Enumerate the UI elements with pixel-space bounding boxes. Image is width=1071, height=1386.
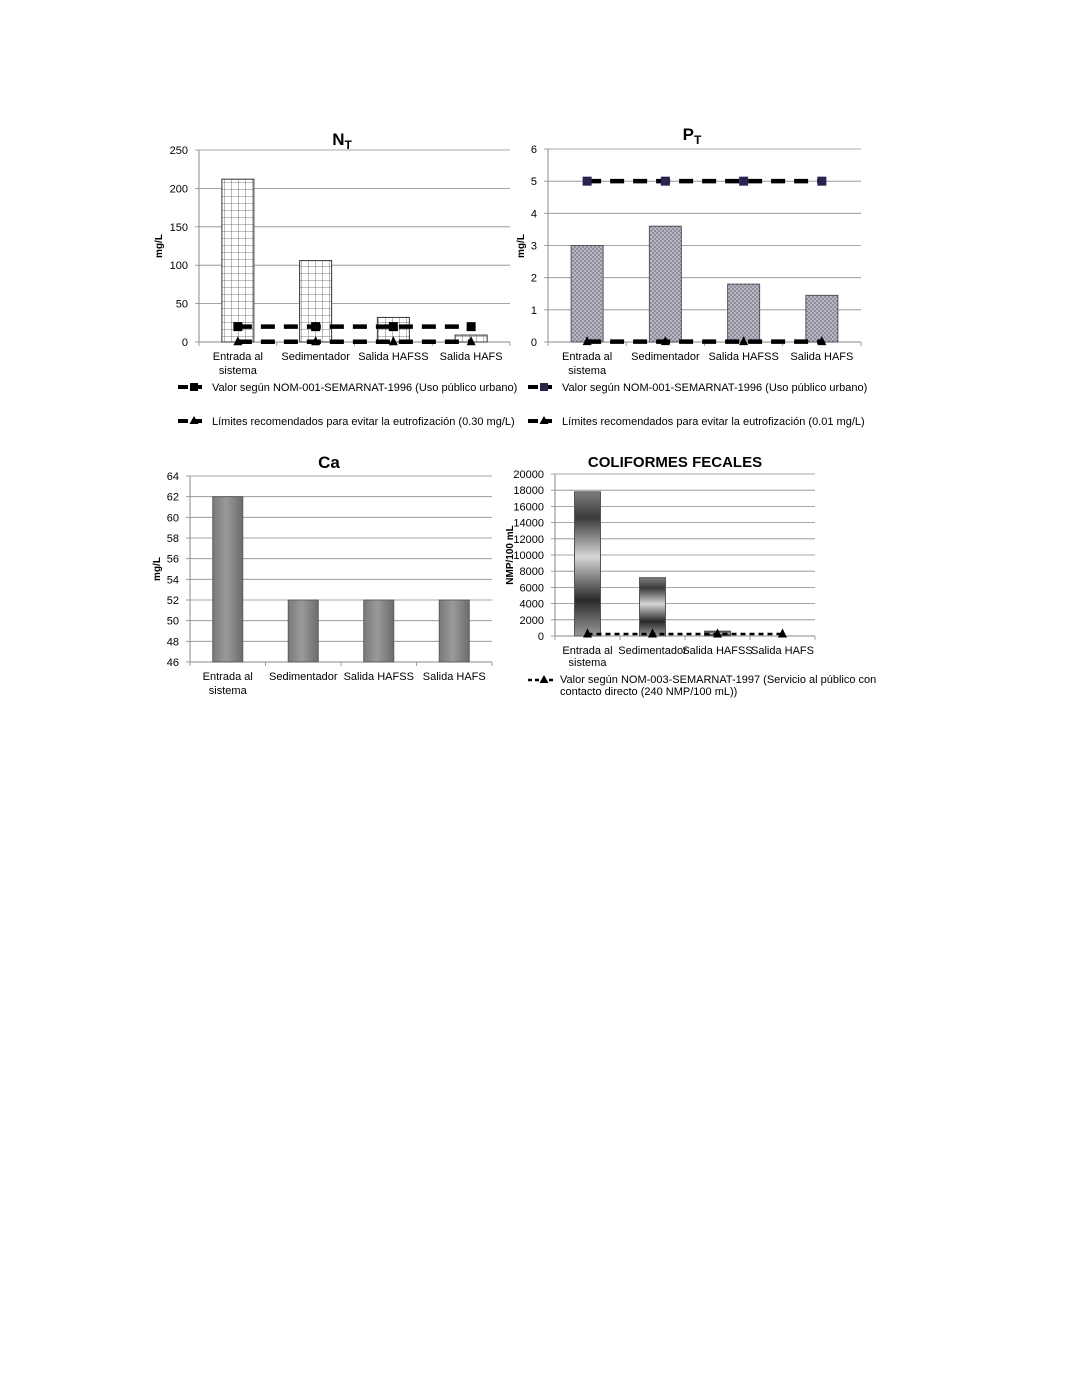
legend-square-marker <box>540 383 548 391</box>
y-axis-label: mg/L <box>152 557 163 581</box>
bar <box>649 226 681 342</box>
y-tick-label: 46 <box>166 657 179 669</box>
y-tick-label: 4000 <box>519 598 544 611</box>
y-tick-label: 16000 <box>513 501 544 514</box>
chart-title: Ca <box>318 453 340 472</box>
legend-label: Valor según NOM-003-SEMARNAT-1997 (Servicio al público con <box>560 674 877 686</box>
x-category-label: Sedimentador <box>618 645 687 657</box>
x-category-label: Salida HAFSS <box>343 671 414 683</box>
y-tick-label: 50 <box>175 298 188 311</box>
y-tick-label: 8000 <box>519 566 544 579</box>
chart-fecal-coliforms <box>505 454 876 698</box>
chart-calcium <box>152 453 492 697</box>
legend-label: Valor según NOM-001-SEMARNAT-1996 (Uso público urbano) <box>212 382 518 394</box>
x-category-label: Salida HAFS <box>439 351 503 363</box>
chart-title: $P_T$ <box>682 125 702 147</box>
y-tick-label: 6 <box>530 144 537 156</box>
y-tick-label: 56 <box>166 553 179 566</box>
legend-label: Valor según NOM-001-SEMARNAT-1996 (Uso público urbano) <box>562 382 868 394</box>
y-tick-label: 150 <box>169 221 188 234</box>
square-marker <box>583 177 592 186</box>
y-tick-label: 3 <box>530 240 537 253</box>
y-tick-label: 54 <box>166 574 179 587</box>
x-category-label: Salida HAFS <box>790 351 854 363</box>
y-tick-label: 20000 <box>513 469 544 481</box>
legend-label: Límites recomendados para evitar la eutrofización (0.30 mg/L) <box>212 416 515 428</box>
square-marker <box>311 322 320 331</box>
x-category-label: Sedimentador <box>281 351 350 363</box>
y-tick-label: 2 <box>530 272 537 285</box>
y-tick-label: 52 <box>166 595 179 607</box>
legend-triangle-marker <box>540 675 549 683</box>
y-tick-label: 58 <box>166 533 179 545</box>
y-axis-label: mg/L <box>516 234 527 258</box>
y-tick-label: 0 <box>537 631 544 643</box>
bar <box>571 246 603 343</box>
legend-label: contacto directo (240 NMP/100 mL)) <box>560 686 738 698</box>
bar <box>640 578 666 636</box>
y-tick-label: 50 <box>166 615 179 628</box>
y-tick-label: 2000 <box>519 614 544 627</box>
y-tick-label: 64 <box>166 471 179 483</box>
y-tick-label: 5 <box>530 176 537 189</box>
bar <box>439 600 469 662</box>
x-category-label: Entrada al <box>562 645 613 657</box>
x-category-label: Entrada al <box>202 671 253 683</box>
bar <box>364 600 394 662</box>
x-category-label: Entrada al <box>562 351 613 363</box>
x-category-label: Sedimentador <box>269 671 338 683</box>
bar <box>222 179 254 342</box>
legend-square-marker <box>190 383 198 391</box>
x-category-label: Sedimentador <box>631 351 700 363</box>
square-marker <box>233 322 242 331</box>
square-marker <box>389 322 398 331</box>
y-tick-label: 48 <box>166 636 179 649</box>
y-axis-label: NMP/100 mL <box>505 525 516 585</box>
y-tick-label: 18000 <box>513 485 544 498</box>
square-marker <box>661 177 670 186</box>
chart-title: $N_T$ <box>332 130 352 152</box>
x-category-label: Salida HAFS <box>422 671 486 683</box>
chart-phosphorus-total <box>516 125 867 428</box>
y-tick-label: 0 <box>181 337 188 349</box>
x-category-label: sistema <box>218 365 257 377</box>
x-category-label: sistema <box>568 365 607 377</box>
square-marker <box>467 322 476 331</box>
chart-nitrogen-total <box>154 130 517 428</box>
y-tick-label: 60 <box>166 512 179 525</box>
y-tick-label: 14000 <box>513 517 544 530</box>
legend-label: Límites recomendados para evitar la eutrofización (0.01 mg/L) <box>562 416 865 428</box>
chart-title-subscript: T <box>344 138 352 152</box>
x-category-label: sistema <box>208 685 247 697</box>
bar <box>728 284 760 342</box>
square-marker <box>739 177 748 186</box>
chart-title: COLIFORMES FECALES <box>587 454 763 471</box>
y-tick-label: 250 <box>169 145 188 157</box>
chart-title-subscript: T <box>694 133 702 147</box>
bar <box>213 497 243 662</box>
bar <box>575 492 601 636</box>
x-category-label: Salida HAFS <box>751 645 814 657</box>
y-tick-label: 4 <box>530 208 537 221</box>
bar <box>806 295 838 342</box>
x-category-label: sistema <box>568 657 607 669</box>
y-tick-label: 6000 <box>519 582 544 595</box>
y-tick-label: 200 <box>169 183 188 196</box>
y-tick-label: 62 <box>166 491 179 504</box>
square-marker <box>817 177 826 186</box>
x-category-label: Salida HAFSS <box>358 351 429 363</box>
y-tick-label: 10000 <box>513 550 544 562</box>
x-category-label: Salida HAFSS <box>708 351 779 363</box>
y-tick-label: 1 <box>530 304 537 317</box>
y-tick-label: 100 <box>169 260 188 273</box>
y-tick-label: 12000 <box>513 533 544 546</box>
bar <box>288 600 318 662</box>
x-category-label: Entrada al <box>212 351 263 363</box>
x-category-label: Salida HAFSS <box>682 645 753 657</box>
y-tick-label: 0 <box>530 337 537 349</box>
y-axis-label: mg/L <box>154 234 165 258</box>
